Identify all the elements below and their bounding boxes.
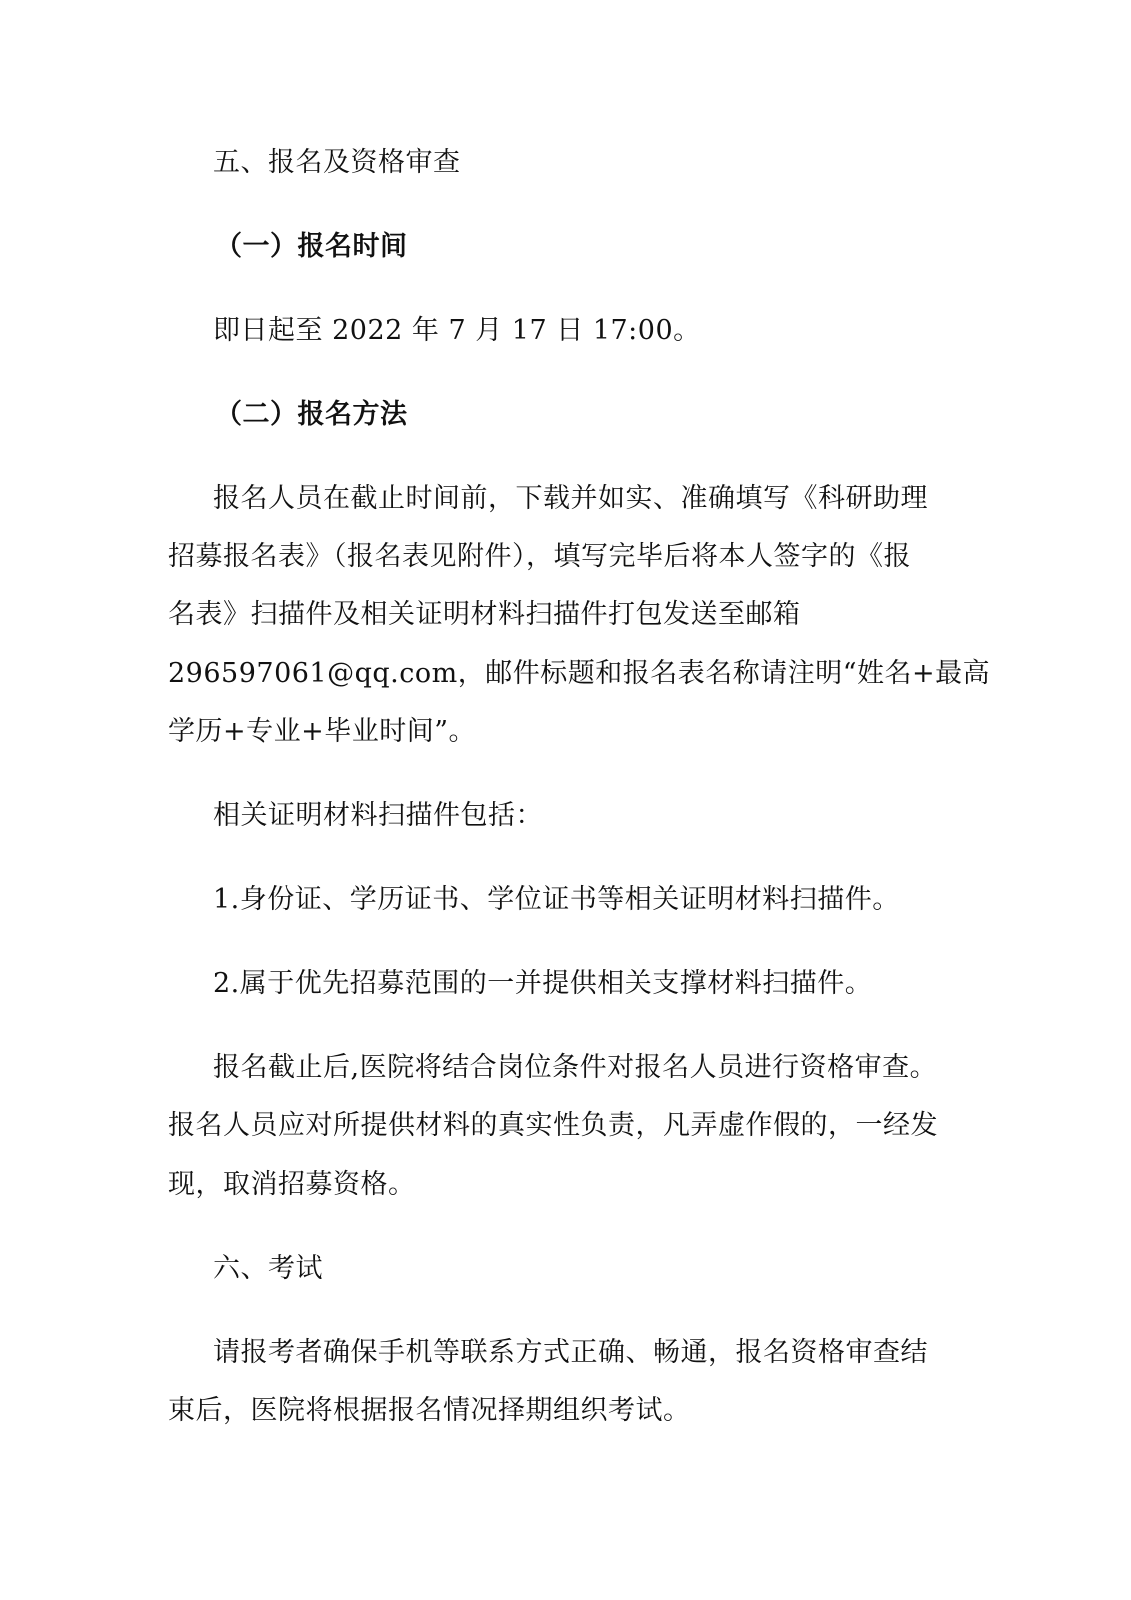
materials-item-1: 1.身份证、学历证书、学位证书等相关证明材料扫描件。 <box>213 884 900 915</box>
paragraph-line-email: 296597061@qq.com，邮件标题和报名表名称请注明“姓名+最高 <box>168 658 991 689</box>
section-6-heading: 六、考试 <box>213 1253 323 1284</box>
paragraph-line: 名表》扫描件及相关证明材料扫描件打包发送至邮箱 <box>168 599 801 630</box>
section-5-heading: 五、报名及资格审查 <box>213 147 461 178</box>
materials-intro: 相关证明材料扫描件包括： <box>213 800 543 831</box>
paragraph-line: 报名截止后,医院将结合岗位条件对报名人员进行资格审查。 <box>213 1052 938 1083</box>
subsection-2-heading: （二）报名方法 <box>215 399 408 430</box>
subsection-1-heading: （一）报名时间 <box>215 231 408 262</box>
materials-item-2: 2.属于优先招募范围的一并提供相关支撑材料扫描件。 <box>213 968 873 999</box>
paragraph-line: 现，取消招募资格。 <box>168 1169 416 1200</box>
paragraph-line: 学历+专业+毕业时间”。 <box>168 716 477 747</box>
paragraph-line: 报名人员应对所提供材料的真实性负责，凡弄虚作假的，一经发 <box>168 1110 938 1141</box>
paragraph-line: 报名人员在截止时间前，下载并如实、准确填写《科研助理 <box>213 483 928 514</box>
paragraph-line: 束后，医院将根据报名情况择期组织考试。 <box>168 1395 691 1426</box>
registration-time-text: 即日起至 2022 年 7 月 17 日 17:00。 <box>213 315 701 346</box>
paragraph-line: 招募报名表》（报名表见附件），填写完毕后将本人签字的《报 <box>168 541 911 572</box>
paragraph-line: 请报考者确保手机等联系方式正确、畅通，报名资格审查结 <box>213 1337 928 1368</box>
